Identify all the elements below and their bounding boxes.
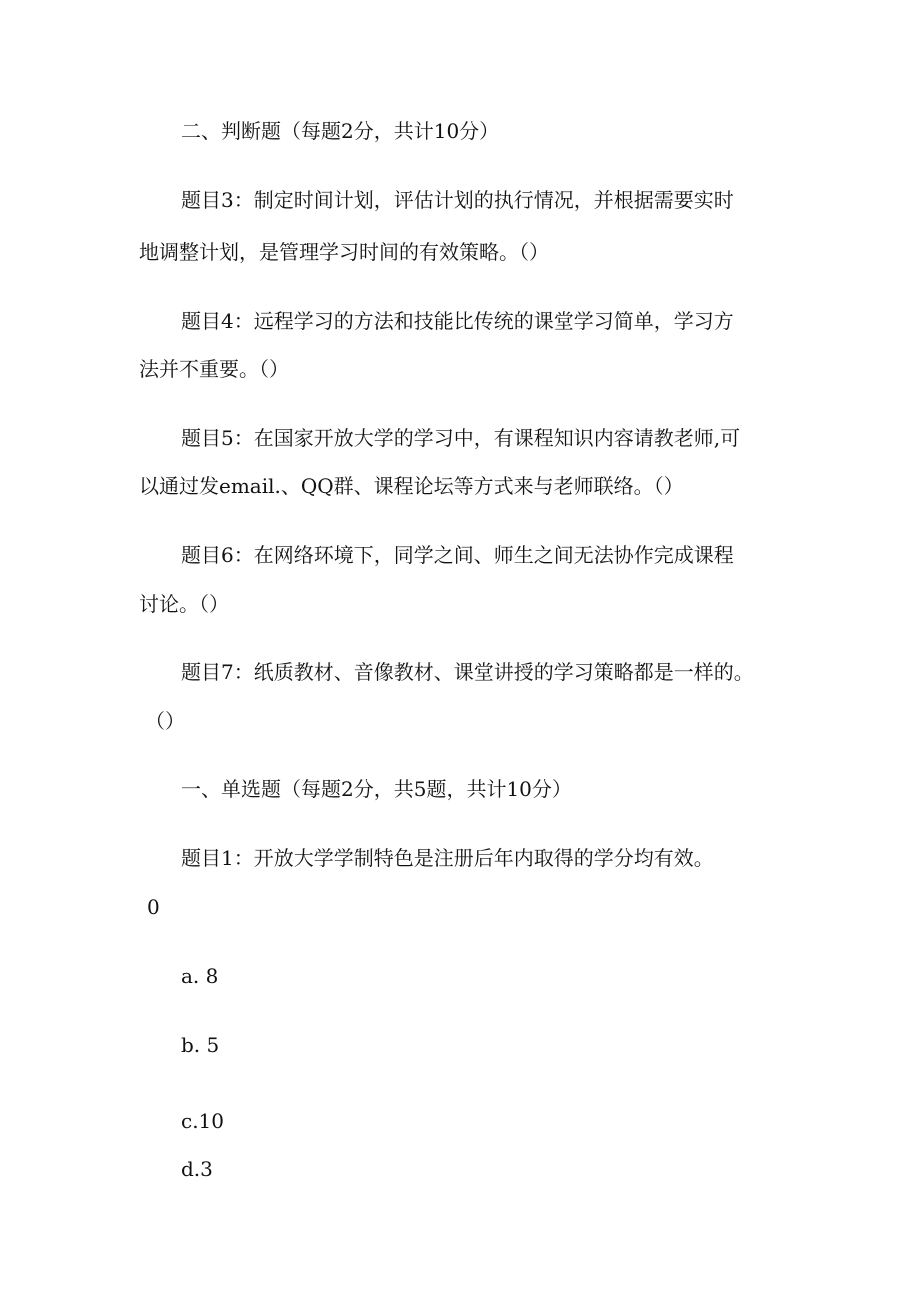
question-6-line-1: 题目6：在网络环境下，同学之间、师生之间无法协作完成课程 (181, 543, 734, 567)
question-3-line-2: 地调整计划，是管理学习时间的有效策略。（） (139, 240, 549, 264)
question-7-line-1: 题目7：纸质教材、音像教材、课堂讲授的学习策略都是一样的。 (181, 660, 754, 684)
option-d: d.3 (181, 1157, 213, 1181)
question-4-line-1: 题目4：远程学习的方法和技能比传统的课堂学习简单，学习方 (181, 309, 734, 333)
option-b: b. 5 (181, 1033, 220, 1057)
question-6-line-2: 讨论。（） (139, 592, 229, 616)
question-7-line-2: （） (145, 709, 185, 733)
question-3-line-1: 题目3：制定时间计划，评估计划的执行情况，并根据需要实时 (181, 188, 734, 212)
question-5-line-1: 题目5：在国家开放大学的学习中，有课程知识内容请教老师,可 (181, 426, 741, 450)
option-a: a. 8 (181, 964, 219, 988)
question-1-line-1: 题目1：开放大学学制特色是注册后年内取得的学分均有效。 (181, 846, 714, 870)
section-heading-single-choice: 一、单选题（每题2分，共5题，共计10分） (181, 777, 572, 801)
section-heading-judgement: 二、判断题（每题2分，共计10分） (181, 119, 500, 143)
question-1-line-2: 0 (147, 895, 160, 919)
option-c: c.10 (181, 1109, 225, 1133)
question-5-line-2: 以通过发email.、QQ群、课程论坛等方式来与老师联络。（） (139, 474, 684, 498)
question-4-line-2: 法并不重要。（） (139, 357, 289, 381)
